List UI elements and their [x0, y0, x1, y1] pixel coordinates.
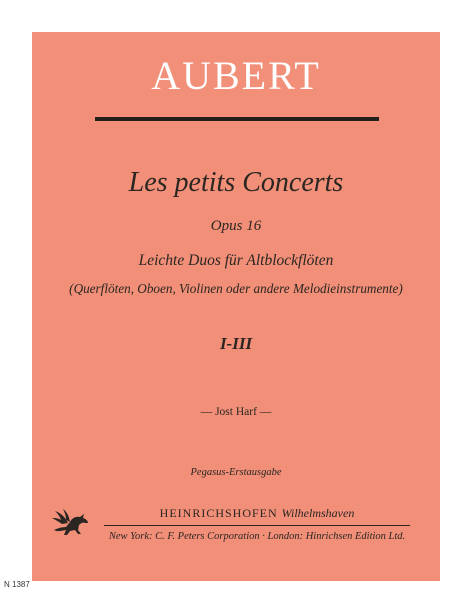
instrumentation: (Querflöten, Oboen, Violinen oder andere Melodieinstrumente): [69, 281, 403, 296]
publisher-city: Wilhelmshaven: [281, 506, 355, 520]
work-title: Les petits Concerts: [128, 167, 344, 198]
work-subtitle: Leichte Duos für Altblockflöten: [138, 252, 334, 269]
title-rule: [95, 117, 379, 121]
edition-note: Pegasus-Erstausgabe: [190, 467, 282, 478]
pegasus-icon: [50, 508, 94, 536]
publisher-name: HEINRICHSHOFEN: [159, 506, 278, 520]
publisher-rule: [104, 525, 410, 526]
volume-range: I-III: [219, 334, 253, 353]
editor-credit: — Jost Harf —: [200, 406, 272, 418]
composer-name: AUBERT: [151, 53, 321, 98]
distributors-line: New York: C. F. Peters Corporation · London: Hinrichsen Edition Ltd.: [108, 531, 406, 542]
catalog-number: N 1387: [4, 580, 30, 589]
cover-panel: [32, 32, 440, 581]
opus-number: Opus 16: [210, 218, 262, 234]
publisher-line: [104, 506, 410, 521]
